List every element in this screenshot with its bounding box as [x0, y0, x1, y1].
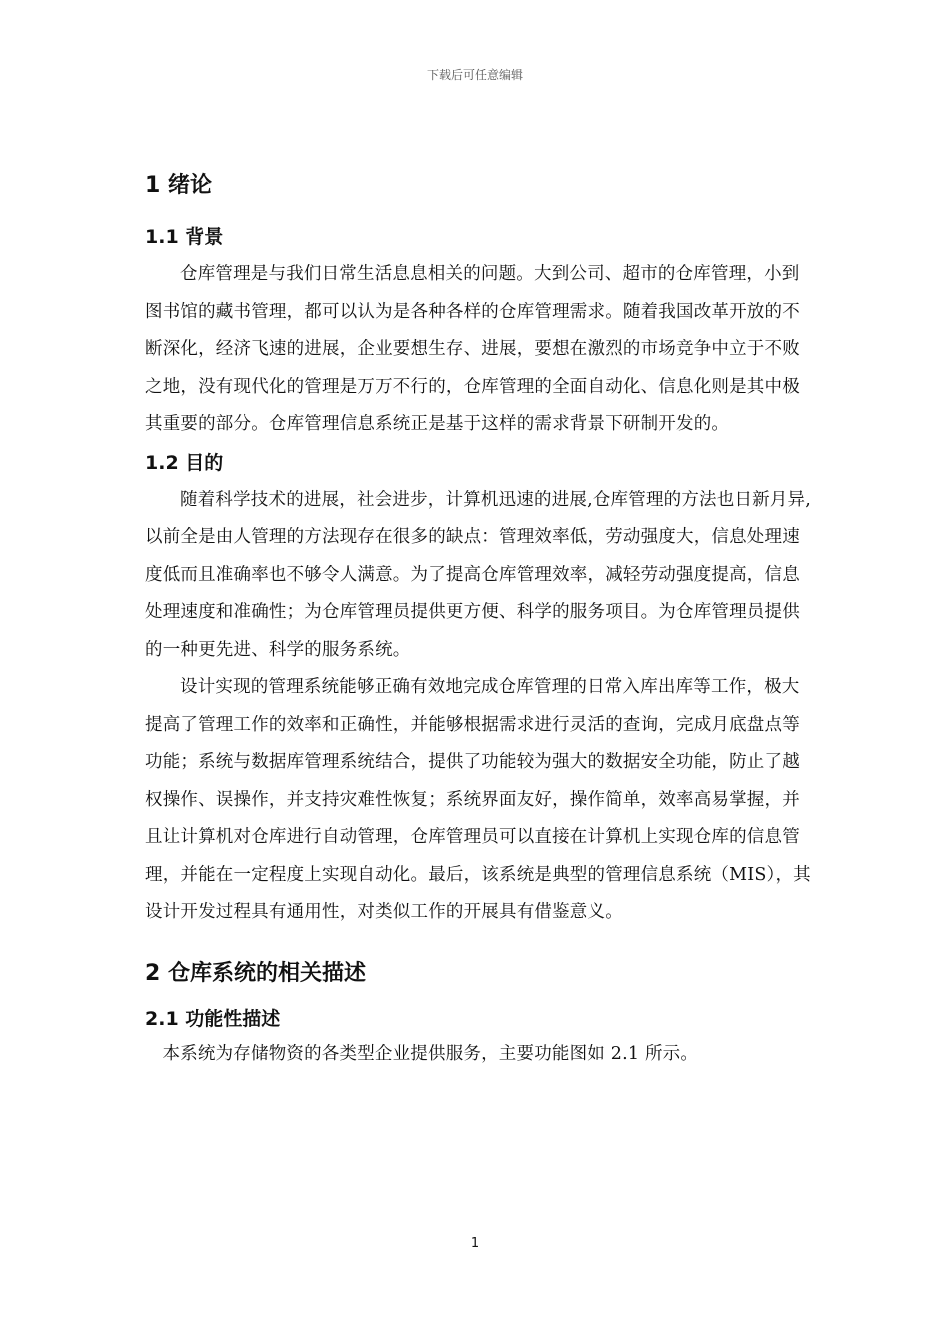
- page-number: 1: [470, 1236, 480, 1251]
- section-2-1-paragraph: 本系统为存储物资的各类型企业提供服务，主要功能图如 2.1 所示。: [162, 1043, 699, 1064]
- section-1-title: 1 绪论: [145, 173, 212, 198]
- section-1-2-title: 1.2 目的: [145, 451, 224, 474]
- section-2-title: 2 仓库系统的相关描述: [145, 960, 366, 986]
- section-1-2-paragraph-1: 随着科学技术的进展，社会进步，计算机迅速的进展,仓库管理的方法也日新月异,以前全是由人管理的方法现存在很多的缺点：管理效率低，劳动强度大，信息处理速度低而且准确率也不够令人满意。为了提高仓库管理效率，减轻劳动强度提高，信息处理速度和准确性；为仓库管理员提供更方便、科学的服务项目。为仓库管理员提供的一种更先进、科学的服务系统。: [145, 489, 812, 660]
- document-body: [145, 170, 817, 1073]
- section-2-1-title: 2.1 功能性描述: [145, 1007, 281, 1030]
- section-1-1-title: 1.1 背景: [145, 226, 224, 248]
- page-header: 下载后可任意编辑: [426, 68, 523, 82]
- section-1-2-paragraph-2: 设计实现的管理系统能够正确有效地完成仓库管理的日常入库出库等工作，极大提高了管理工作的效率和正确性，并能够根据需求进行灵活的查询，完成月底盘点等功能；系统与数据库管理系统结合，提供了功能较为强大的数据安全功能，防止了越权操作、误操作，并支持灾难性恢复；系统界面友好，操作简单，效率高易掌握，并且让计算机对仓库进行自动管理，仓库管理员可以直接在计算机上实现仓库的信息管理，并能在一定程度上实现自动化。最后，该系统是典型的管理信息系统（MIS），其设计开发过程具有通用性，对类似工作的开展具有借鉴意义。: [145, 677, 811, 922]
- section-1-1-paragraph: 仓库管理是与我们日常生活息息相关的问题。大到公司、超市的仓库管理，小到图书馆的藏书管理，都可以认为是各种各样的仓库管理需求。随着我国改革开放的不断深化，经济飞速的进展，企业要想生存、进展，要想在激烈的市场竞争中立于不败之地，没有现代化的管理是万万不行的，仓库管理的全面自动化、信息化则是其中极其重要的部分。仓库管理信息系统正是基于这样的需求背景下研制开发的。: [145, 264, 800, 434]
